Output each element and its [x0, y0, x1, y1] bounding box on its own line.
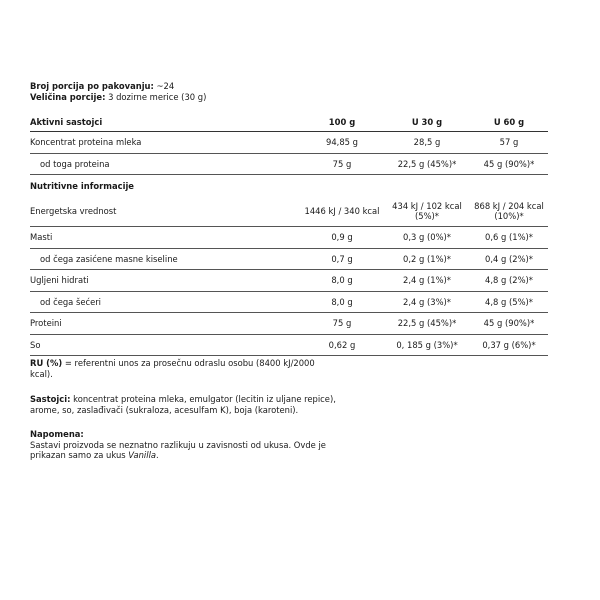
value-60g: 45 g (90%)*	[470, 153, 548, 175]
row-label: So	[30, 334, 300, 356]
servings-value: ~24	[153, 81, 175, 91]
header-100g: 100 g	[300, 113, 384, 132]
value-60g: 57 g	[470, 132, 548, 154]
row-label: Energetska vrednost	[30, 196, 300, 227]
value-30g: 22,5 g (45%)*	[384, 153, 470, 175]
value-60g: 0,37 g (6%)*	[470, 334, 548, 356]
value-30g: 2,4 g (1%)*	[384, 270, 470, 292]
portion-line	[30, 92, 206, 103]
ingredients-note	[30, 394, 340, 415]
value-60g: 0,6 g (1%)*	[470, 227, 548, 249]
value-30g: 434 kJ / 102 kcal (5%)*	[384, 196, 470, 227]
reference-intake-note	[30, 358, 330, 379]
remark-body	[30, 440, 330, 461]
ingredients-text: koncentrat proteina mleka, emulgator (lecitin iz uljane repice), arome, so, zaslađivači (sukraloza, acesulfam K), boja (karoteni).	[30, 394, 336, 415]
ru-text: = referentni unos za prosečnu odraslu osobu (8400 kJ/2000 kcal).	[30, 358, 315, 379]
table-row	[30, 270, 548, 292]
value-60g: 45 g (90%)*	[470, 313, 548, 335]
value-100g: 8,0 g	[300, 270, 384, 292]
row-label: od čega šećeri	[30, 291, 300, 313]
value-100g: 1446 kJ / 340 kcal	[300, 196, 384, 227]
value-100g: 0,7 g	[300, 248, 384, 270]
value-30g: 28,5 g	[384, 132, 470, 154]
nutrition-table	[30, 113, 548, 356]
value-60g: 0,4 g (2%)*	[470, 248, 548, 270]
section-nutrition-info: Nutritivne informacije	[30, 180, 134, 191]
row-label: Masti	[30, 227, 300, 249]
remark-note	[30, 429, 330, 461]
remark-end: .	[156, 450, 159, 460]
value-30g: 0, 185 g (3%)*	[384, 334, 470, 356]
remark-label: Napomena:	[30, 429, 84, 439]
value-100g: 0,62 g	[300, 334, 384, 356]
row-label: Koncentrat proteina mleka	[30, 132, 300, 154]
value-100g: 94,85 g	[300, 132, 384, 154]
value-30g: 0,3 g (0%)*	[384, 227, 470, 249]
portion-value: 3 dozirne merice (30 g)	[105, 91, 207, 102]
row-label: Ugljeni hidrati	[30, 270, 300, 292]
header-active-ingredients: Aktivni sastojci	[30, 113, 300, 132]
table-row	[30, 313, 548, 335]
header-60g: U 60 g	[470, 113, 548, 132]
value-60g: 4,8 g (5%)*	[470, 291, 548, 313]
table-row	[30, 248, 548, 270]
table-row	[30, 132, 548, 154]
table-row	[30, 334, 548, 356]
table-row	[30, 227, 548, 249]
table-row	[30, 153, 548, 175]
remark-flavor: Vanilla	[128, 450, 157, 460]
row-label: od čega zasićene masne kiseline	[30, 248, 300, 270]
ingredients-label: Sastojci:	[30, 394, 71, 404]
value-30g: 22,5 g (45%)*	[384, 313, 470, 335]
servings-label: Broj porcija po pakovanju:	[30, 81, 154, 91]
row-label: od toga proteina	[30, 153, 300, 175]
value-100g: 75 g	[300, 153, 384, 175]
value-30g: 0,2 g (1%)*	[384, 248, 470, 270]
table-header-row	[30, 113, 548, 132]
product-meta	[30, 81, 206, 102]
table-row	[30, 291, 548, 313]
value-60g: 4,8 g (2%)*	[470, 270, 548, 292]
value-100g: 8,0 g	[300, 291, 384, 313]
portion-label: Veličina porcije:	[30, 91, 106, 102]
header-30g: U 30 g	[384, 113, 470, 132]
value-100g: 75 g	[300, 313, 384, 335]
value-60g: 868 kJ / 204 kcal (10%)*	[470, 196, 548, 227]
section-header-row	[30, 175, 548, 197]
servings-line	[30, 81, 206, 92]
remark-text: Sastavi proizvoda se neznatno razlikuju u zavisnosti od ukusa. Ovde je prikazan samo za ukus	[30, 439, 326, 460]
value-100g: 0,9 g	[300, 227, 384, 249]
table-row	[30, 196, 548, 227]
value-30g: 2,4 g (3%)*	[384, 291, 470, 313]
ru-label: RU (%)	[30, 358, 63, 368]
row-label: Proteini	[30, 313, 300, 335]
